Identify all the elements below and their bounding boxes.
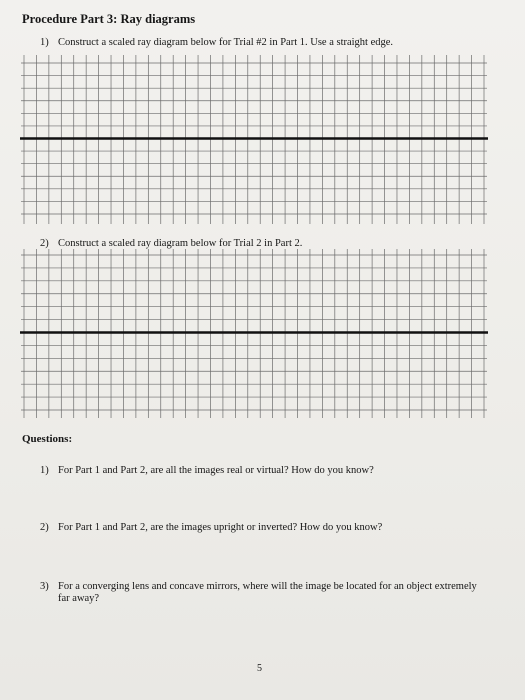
step-number: 1) xyxy=(40,37,49,48)
question-text: For a converging lens and concave mirrors, where will the image be located for an object extremely far away? xyxy=(58,581,477,604)
questions-heading: Questions: xyxy=(22,433,73,445)
question-number: 3) xyxy=(40,581,49,592)
question-2 xyxy=(40,522,490,534)
question-1 xyxy=(40,465,490,477)
question-number: 1) xyxy=(40,465,49,476)
page-title: Procedure Part 3: Ray diagrams xyxy=(22,12,196,26)
question-text: For Part 1 and Part 2, are the images upright or inverted? How do you know? xyxy=(58,522,383,533)
step-text: Construct a scaled ray diagram below for Trial 2 in Part 2. xyxy=(58,238,303,249)
question-text: For Part 1 and Part 2, are all the images real or virtual? How do you know? xyxy=(58,465,374,476)
step-number: 2) xyxy=(40,238,49,249)
question-3 xyxy=(40,581,480,605)
step-text: Construct a scaled ray diagram below for Trial #2 in Part 1. Use a straight edge. xyxy=(58,37,394,48)
question-number: 2) xyxy=(40,522,49,533)
page-number: 5 xyxy=(257,663,262,674)
